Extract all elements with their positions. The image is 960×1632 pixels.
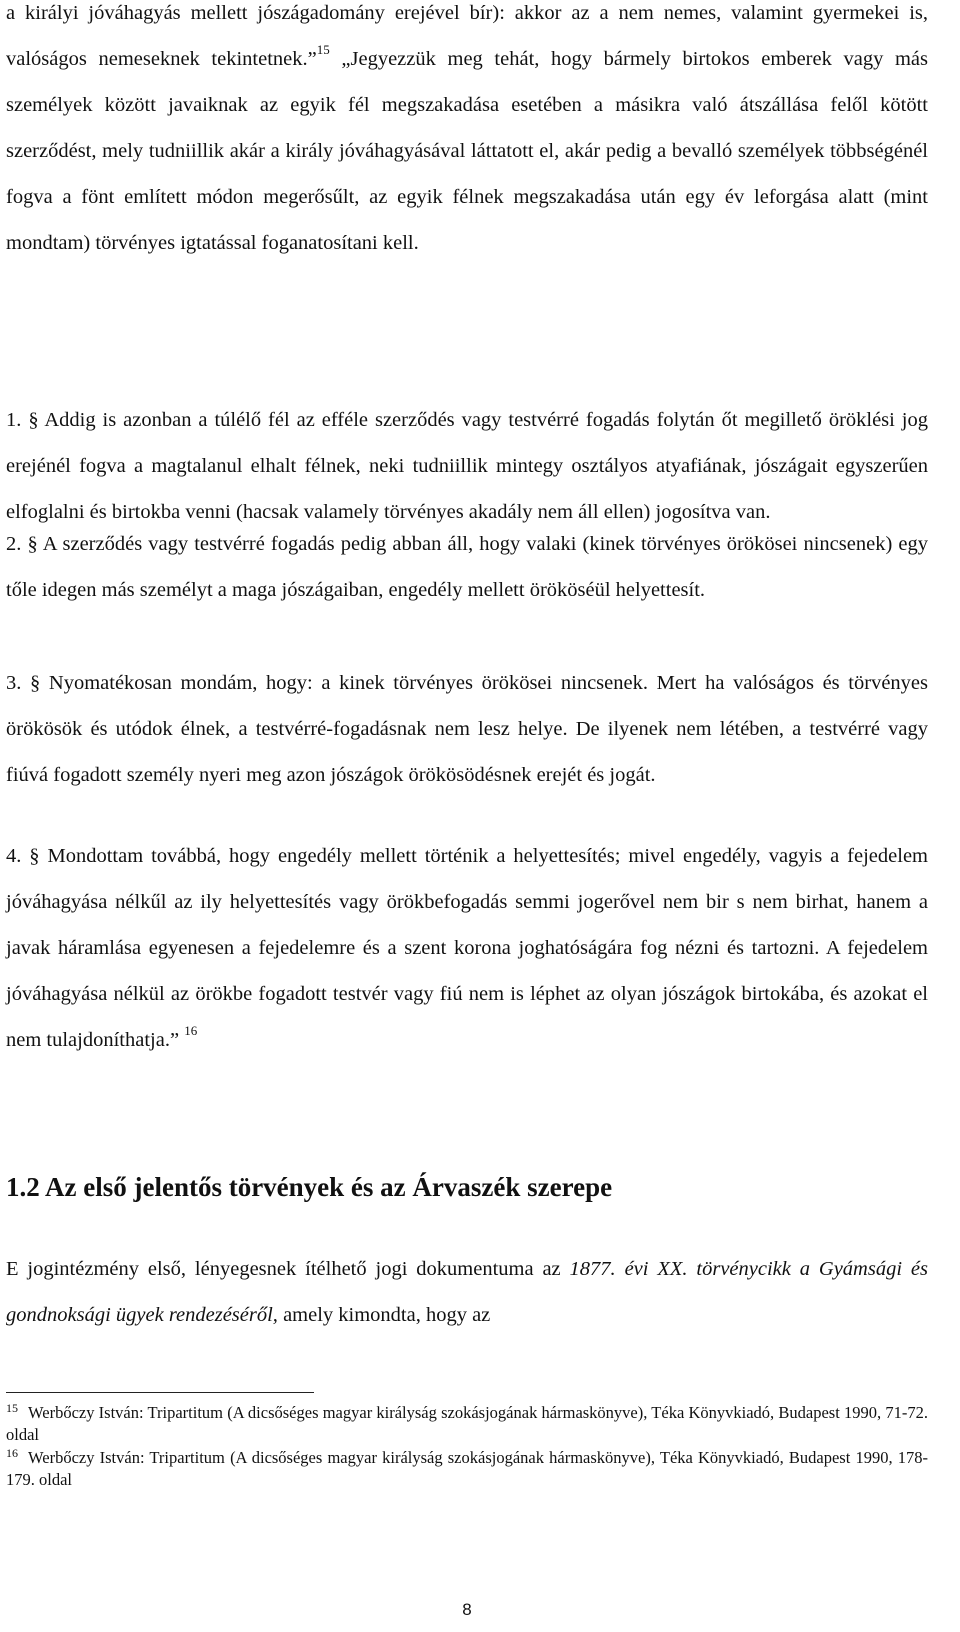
footnotes xyxy=(6,1402,928,1492)
footnote-text: Werbőczy István: Tripartitum (A dicsőséges magyar királyság szokásjogának hármaskönyve), Téka Könyvkiadó, Budapest 1990, 178-179. oldal xyxy=(6,1448,928,1489)
footnote-ref-15[interactable]: 15 xyxy=(316,42,330,58)
intro-paragraph xyxy=(6,1246,928,1338)
continued-quote-paragraph xyxy=(6,0,928,266)
quote-end-text: a királyi jóváhagyás mellett jószágadomány erejével bír): akkor az a nem nemes, valamint gyermekei is, valóságos nemeseknek tekintetnek.” xyxy=(6,2,928,70)
law-title-italic: 1877. évi XX. törvénycikk a Gyámsági és gondnoksági ügyek rendezéséről, xyxy=(6,1258,928,1326)
section-4-text: 4. § Mondottam továbbá, hogy engedély mellett történik a helyettesítés; mivel engedély, vagyis a fejedelem jóváhagyása nélkűl az ily helyettesítés vagy örökbefogadás semmi jogerővel nem bir s nem birhat, hanem a javak háramlása egyenesen a fejedelemre és a szent korona joghatóságára fog nézni és tartozni. A fejedelem jóváhagyása nélkül az örökbe fogadott testvér vagy fiú nem is léphet az olyan jószágok birtokába, és azokat el nem tulajdoníthatja.” xyxy=(6,845,928,1051)
page-number: 8 xyxy=(462,1600,472,1619)
section-2-paragraph: 2. § A szerződés vagy testvérré fogadás pedig abban áll, hogy valaki (kinek törvényes örökösei nincsenek) egy tőle idegen más személyt a maga jószágaiban, engedély mellett örököséül helyettesít. xyxy=(6,533,928,601)
intro-text-end: amely kimondta, hogy az xyxy=(277,1304,491,1326)
footnote-15 xyxy=(6,1402,928,1446)
section-1-paragraph: 1. § Addig is azonban a túlélő fél az efféle szerződés vagy testvérré fogadás folytán őt megillető öröklési jog erejénél fogva a magtalanul elhalt félnek, neki tudniillik mintegy osztályos atyafiának, jószágait egyszerűen elfoglalni és birtokba venni (hacsak valamely törvényes akadály nem áll ellen) jogosítva van. xyxy=(6,409,928,523)
section-4-paragraph xyxy=(6,833,928,1063)
footnote-16 xyxy=(6,1447,928,1491)
section-heading: 1.2 Az első jelentős törvények és az Árvaszék szerepe xyxy=(6,1172,613,1202)
quote-start-text: „Jegyezzük meg tehát, hogy bármely birtokos emberek vagy más személyek között javaiknak az egyik fél megszakadása esetében a másikra való átszállása felől kötött szerződést, mely tudniillik akár a király jóváhagyásával láttatott el, akár pedig a bevalló személyek többségénél fogva a fönt említett módon megerősűlt, az egyik félnek megszakadása után egy év leforgása alatt (mint mondtam) törvényes igtatással foganatosítani kell. xyxy=(6,48,928,254)
footnote-separator xyxy=(6,1392,314,1393)
footnote-ref-16[interactable]: 16 xyxy=(184,1023,198,1039)
section-3-paragraph: 3. § Nyomatékosan mondám, hogy: a kinek törvényes örökösei nincsenek. Mert ha valóságos és törvényes örökösök és utódok élnek, a testvérré-fogadásnak nem lesz helye. De ilyenek nem létében, a testvérré vagy fiúvá fogadott személy nyeri meg azon jószágok örökösödésnek erejét és jogát. xyxy=(6,672,928,786)
intro-text-start: E jogintézmény első, lényegesnek ítélhető jogi dokumentuma az xyxy=(6,1258,570,1280)
footnote-text: Werbőczy István: Tripartitum (A dicsőséges magyar királyság szokásjogának hármaskönyve), Téka Könyvkiadó, Budapest 1990, 71-72. oldal xyxy=(6,1403,928,1444)
footnote-number: 15 xyxy=(6,1400,18,1415)
footnote-number: 16 xyxy=(6,1445,18,1460)
